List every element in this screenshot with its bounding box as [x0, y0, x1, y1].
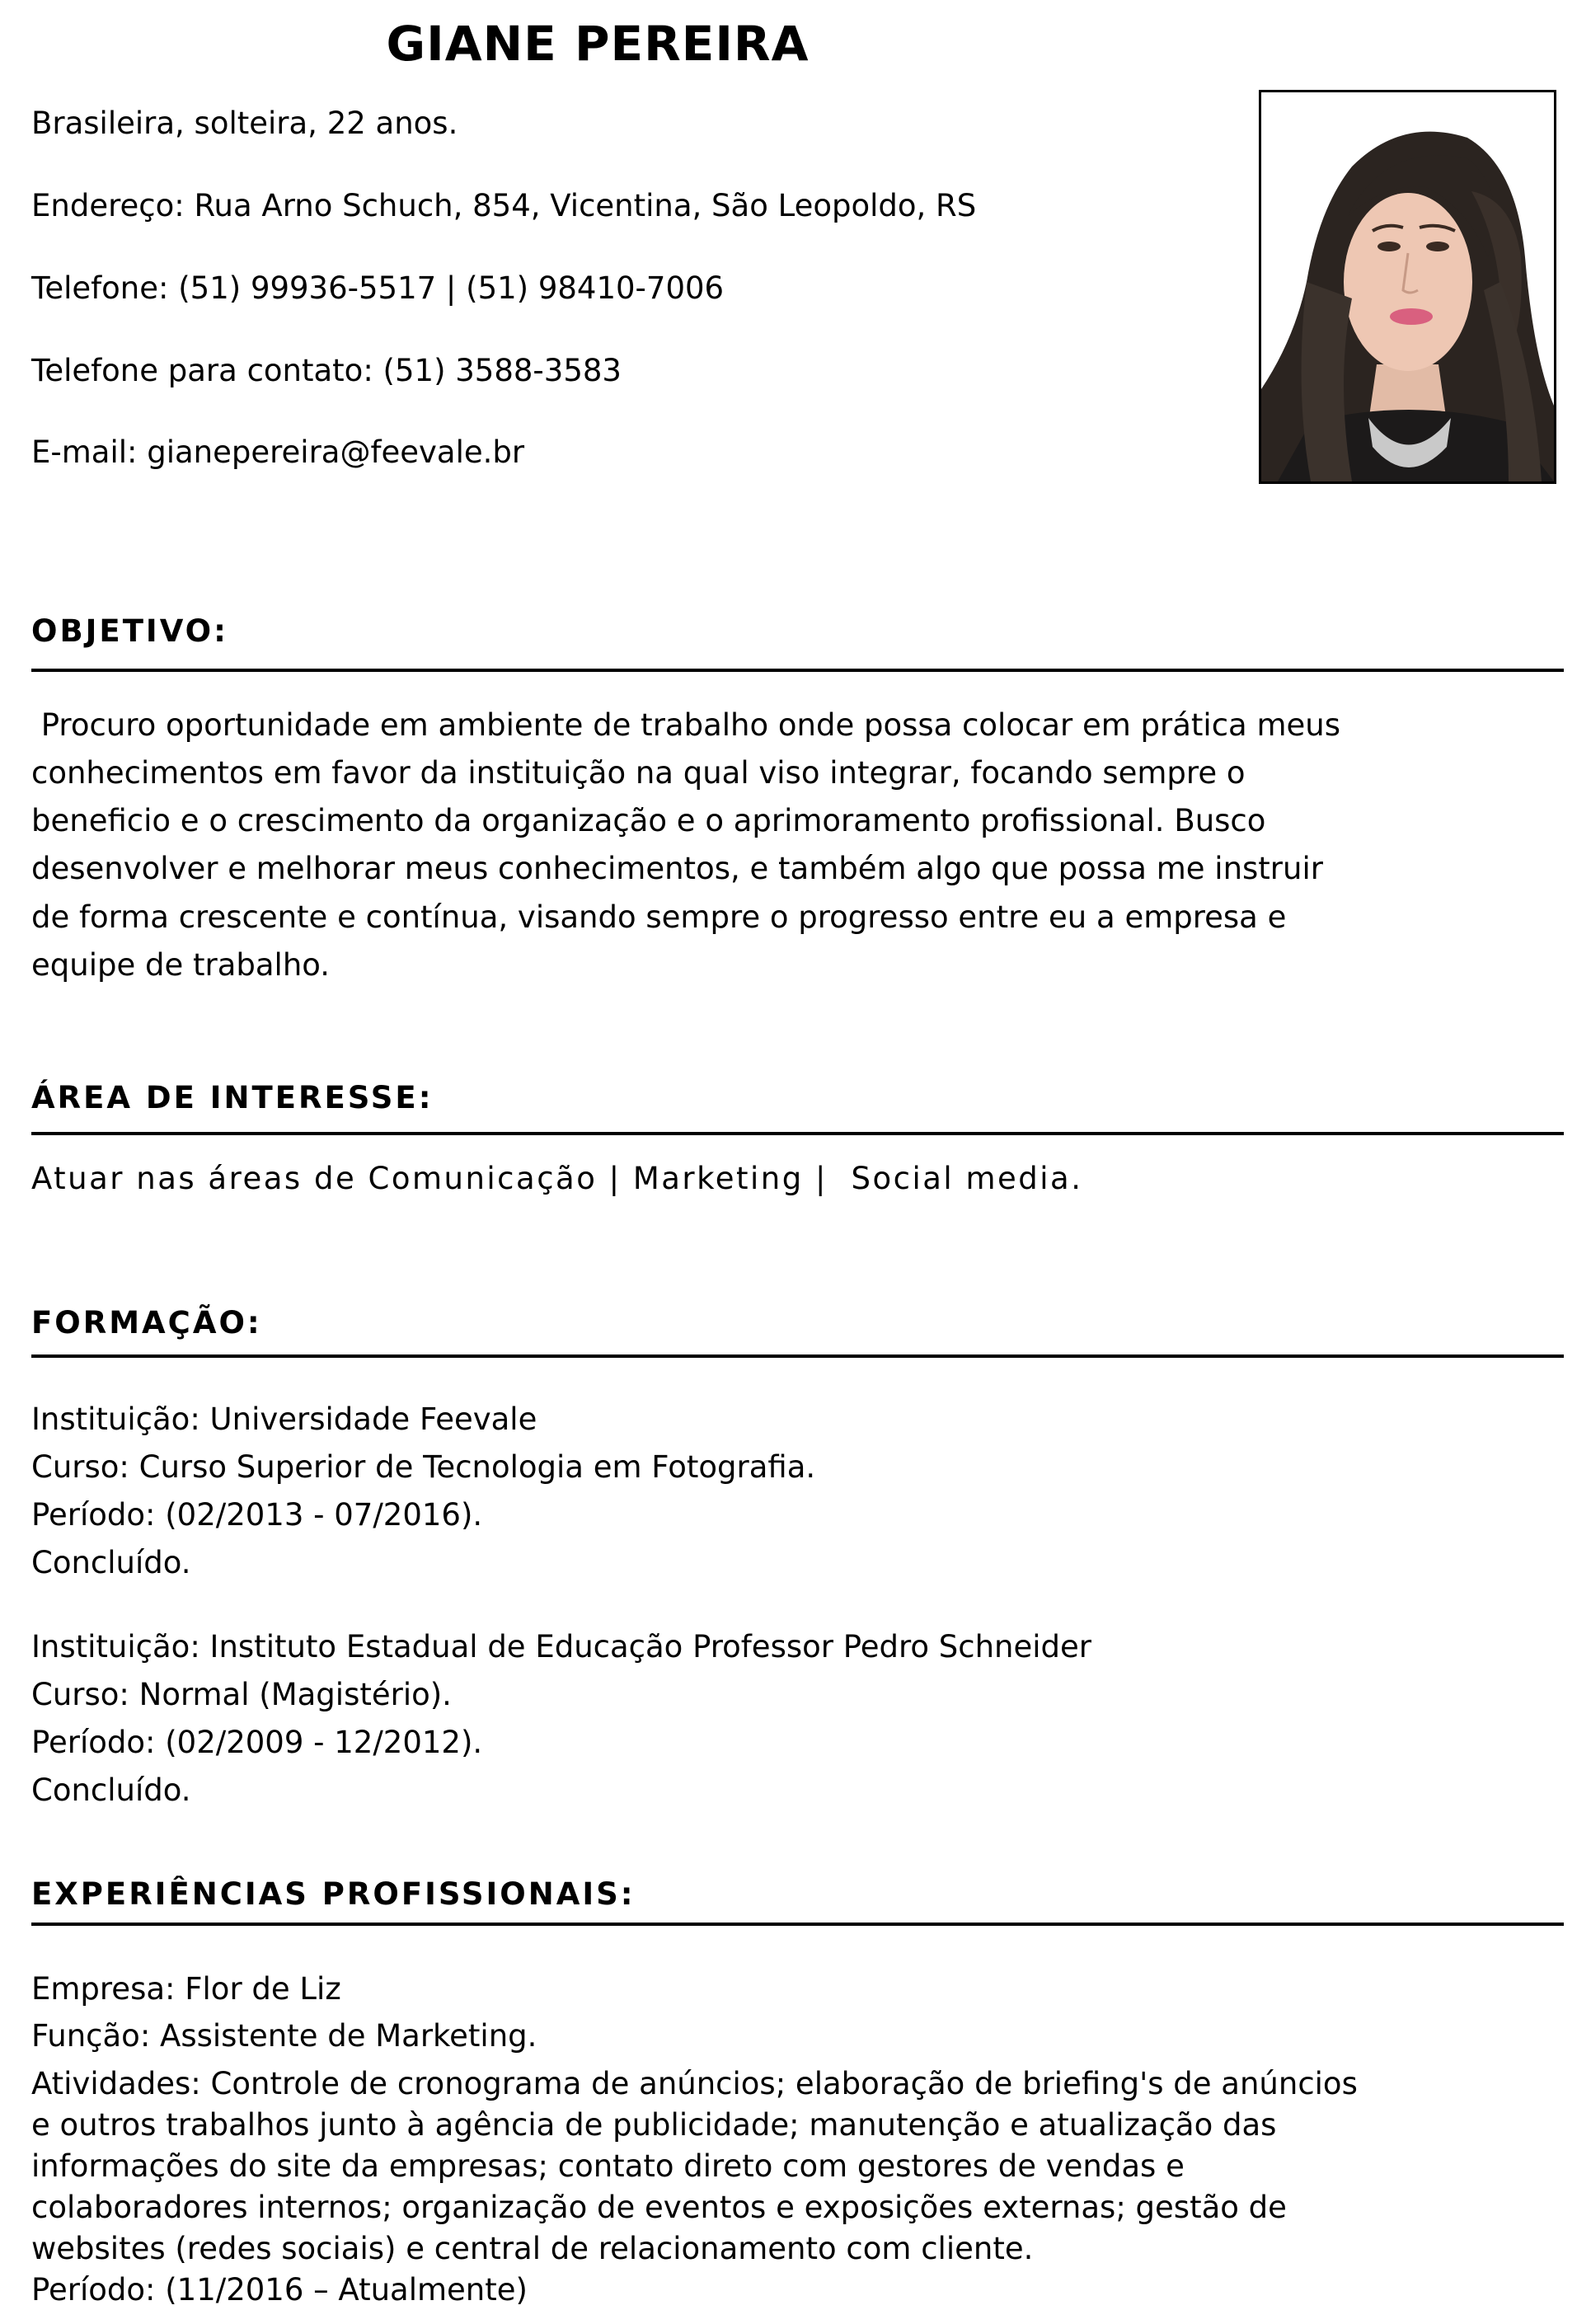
objective-line: de forma crescente e contínua, visando sempre o progresso entre eu a empresa e	[31, 899, 1287, 935]
education-status: Concluído.	[31, 1545, 191, 1580]
education-institution: Instituição: Universidade Feevale	[31, 1401, 537, 1437]
experience-activities-line: websites (redes sociais) e central de relacionamento com cliente.	[31, 2231, 1034, 2266]
portrait-image	[1261, 92, 1554, 481]
experience-activities-line: e outros trabalhos junto à agência de publicidade; manutenção e atualização das	[31, 2107, 1277, 2143]
section-heading-objective: OBJETIVO:	[31, 613, 228, 649]
section-divider	[31, 1132, 1564, 1135]
education-course: Curso: Normal (Magistério).	[31, 1677, 452, 1712]
objective-line: conhecimentos em favor da instituição na qual viso integrar, focando sempre o	[31, 755, 1246, 791]
objective-line: Procuro oportunidade em ambiente de trabalho onde possa colocar em prática meus	[31, 707, 1341, 743]
experience-role: Função: Assistente de Marketing.	[31, 2018, 537, 2054]
objective-line: beneficio e o crescimento da organização e o aprimoramento profissional. Busco	[31, 803, 1266, 838]
section-divider	[31, 669, 1564, 672]
education-course: Curso: Curso Superior de Tecnologia em Fotografia.	[31, 1449, 816, 1485]
experience-company: Empresa: Flor de Liz	[31, 1971, 341, 2007]
education-institution: Instituição: Instituto Estadual de Educação Professor Pedro Schneider	[31, 1629, 1092, 1664]
experience-activities-line: Atividades: Controle de cronograma de anúncios; elaboração de briefing's de anúncios	[31, 2066, 1358, 2101]
interest-text: Atuar nas áreas de Comunicação | Marketing | Social media.	[31, 1161, 1083, 1196]
email: E-mail: gianepereira@feevale.br	[31, 434, 525, 470]
experience-activities-line: colaboradores internos; organização de eventos e exposições externas; gestão de	[31, 2190, 1287, 2225]
objective-line: equipe de trabalho.	[31, 947, 331, 983]
section-heading-education: FORMAÇÃO:	[31, 1305, 262, 1340]
experience-activities-line: informações do site da empresas; contato direto com gestores de vendas e	[31, 2148, 1185, 2184]
section-divider	[31, 1354, 1564, 1358]
education-period: Período: (02/2009 - 12/2012).	[31, 1725, 483, 1760]
candidate-name: GIANE PEREIRA	[386, 16, 810, 72]
experience-period: Período: (11/2016 – Atualmente)	[31, 2272, 528, 2308]
education-period: Período: (02/2013 - 07/2016).	[31, 1497, 483, 1533]
profile-photo	[1259, 90, 1556, 484]
personal-info: Brasileira, solteira, 22 anos.	[31, 106, 458, 141]
contact-phone: Telefone para contato: (51) 3588-3583	[31, 353, 622, 388]
section-heading-experience: EXPERIÊNCIAS PROFISSIONAIS:	[31, 1876, 636, 1912]
education-status: Concluído.	[31, 1772, 191, 1808]
section-heading-interest: ÁREA DE INTERESSE:	[31, 1080, 434, 1115]
objective-line: desenvolver e melhorar meus conhecimentos, e também algo que possa me instruir	[31, 851, 1323, 886]
section-divider	[31, 1923, 1564, 1926]
phone: Telefone: (51) 99936-5517 | (51) 98410-7006	[31, 270, 725, 306]
address: Endereço: Rua Arno Schuch, 854, Vicentina, São Leopoldo, RS	[31, 188, 977, 223]
